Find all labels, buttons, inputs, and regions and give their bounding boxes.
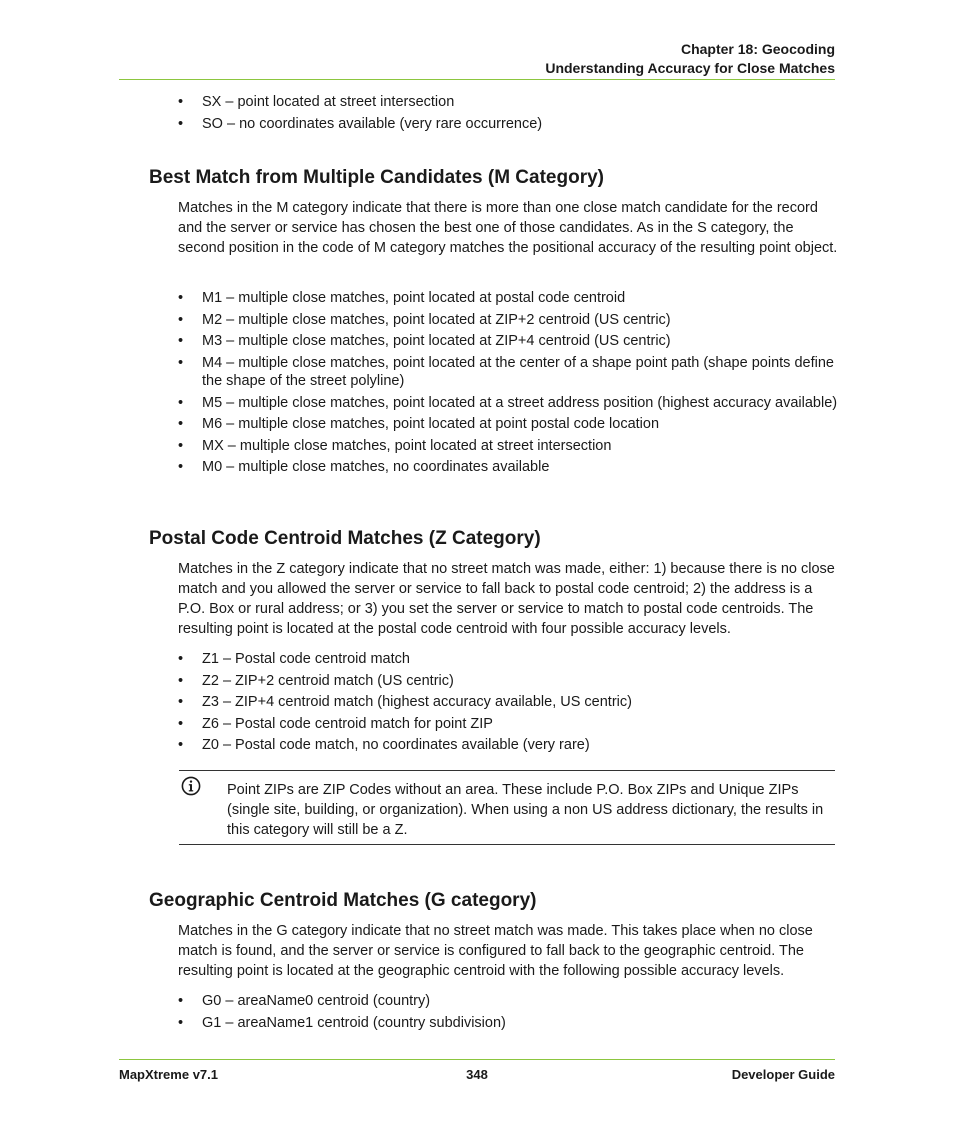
bullet-icon: •: [178, 737, 184, 753]
note-text: Point ZIPs are ZIP Codes without an area. These include P.O. Box ZIPs and Unique ZIPs (single site, building, or organization). When using a non US address dictionary, the results in this category will still be a Z.: [227, 782, 824, 838]
header-divider: [119, 79, 835, 80]
bullet-icon: •: [178, 333, 184, 349]
section-heading-g-category: Geographic Centroid Matches (G category): [149, 890, 537, 911]
list-item: • M4 – multiple close matches, point located at the center of a shape point path (shape points define the shape of the street polyline): [178, 354, 834, 389]
list-item: • G0 – areaName0 centroid (country): [178, 993, 431, 1009]
info-icon: [181, 776, 201, 796]
z-category-bullet-list: [178, 650, 838, 755]
bullet-icon: •: [178, 694, 184, 710]
footer-divider: [119, 1059, 835, 1060]
list-item: • Z1 – Postal code centroid match: [178, 651, 410, 667]
z-category-paragraph: Matches in the Z category indicate that no street match was made, either: 1) because there is no close match and you allowed the server or service to fall back to postal code centroid; 2) the address is a P.O. Box or rural address; or 3) you set the server or service to match to postal code centroids. The resulting point is located at the postal code centroid with four possible accuracy levels.: [178, 561, 835, 637]
list-item: • M6 – multiple close matches, point located at point postal code location: [178, 416, 660, 432]
list-item: • SX – point located at street intersection: [178, 94, 455, 110]
section-heading-z-category: Postal Code Centroid Matches (Z Category): [149, 528, 541, 549]
list-item: • M0 – multiple close matches, no coordinates available: [178, 459, 550, 475]
list-item: • M5 – multiple close matches, point located at a street address position (highest accuracy available): [178, 394, 838, 411]
bullet-icon: •: [178, 116, 184, 132]
info-note: [179, 770, 835, 845]
bullet-icon: •: [178, 715, 184, 732]
list-item: • M3 – multiple close matches, point located at ZIP+4 centroid (US centric): [178, 333, 671, 349]
bullet-icon: •: [178, 94, 184, 110]
document-title: Developer Guide: [731, 1067, 835, 1082]
page-header: [119, 40, 835, 78]
bullet-icon: •: [178, 354, 184, 371]
g-category-bullet-list: [178, 992, 838, 1033]
list-item: • Z3 – ZIP+4 centroid match (highest accuracy available, US centric): [178, 694, 632, 710]
page-number: 348: [466, 1067, 488, 1082]
section-title: Understanding Accuracy for Close Matches: [545, 60, 835, 76]
bullet-icon: •: [178, 459, 184, 475]
list-item: • Z2 – ZIP+2 centroid match (US centric): [178, 672, 454, 689]
bullet-icon: •: [178, 651, 184, 667]
list-item: • SO – no coordinates available (very rare occurrence): [178, 116, 543, 132]
list-item: • MX – multiple close matches, point located at street intersection: [178, 437, 612, 454]
section-heading-m-category: Best Match from Multiple Candidates (M Category): [149, 167, 604, 188]
bullet-icon: •: [178, 290, 184, 306]
list-item: • M1 – multiple close matches, point located at postal code centroid: [178, 290, 626, 306]
bullet-icon: •: [178, 993, 184, 1009]
bullet-icon: •: [178, 311, 184, 328]
m-category-bullet-list: [178, 289, 838, 477]
page-footer: [119, 1066, 835, 1084]
chapter-title: Chapter 18: Geocoding: [680, 41, 835, 57]
bullet-icon: •: [178, 437, 184, 454]
product-name: MapXtreme v7.1: [119, 1067, 218, 1082]
list-item: • Z6 – Postal code centroid match for point ZIP: [178, 715, 493, 732]
list-item: • G1 – areaName1 centroid (country subdivision): [178, 1015, 506, 1031]
list-item: • M2 – multiple close matches, point located at ZIP+2 centroid (US centric): [178, 311, 671, 328]
intro-bullet-list: [178, 93, 838, 134]
m-category-paragraph: Matches in the M category indicate that there is more than one close match candidate for the record and the server or service has chosen the best one of those candidates. As in the S category, the second position in the code of M category matches the positional accuracy of the resulting point object.: [178, 200, 838, 256]
list-item: • Z0 – Postal code match, no coordinates available (very rare): [178, 737, 590, 753]
bullet-icon: •: [178, 1015, 184, 1031]
bullet-icon: •: [178, 416, 184, 432]
bullet-icon: •: [178, 672, 184, 689]
g-category-paragraph: Matches in the G category indicate that no street match was made. This takes place when no close match is found, and the server or service is configured to fall back to the geographic centroid. The resulting point is located at the geographic centroid with the following possible accuracy levels.: [178, 923, 813, 979]
bullet-icon: •: [178, 394, 184, 411]
